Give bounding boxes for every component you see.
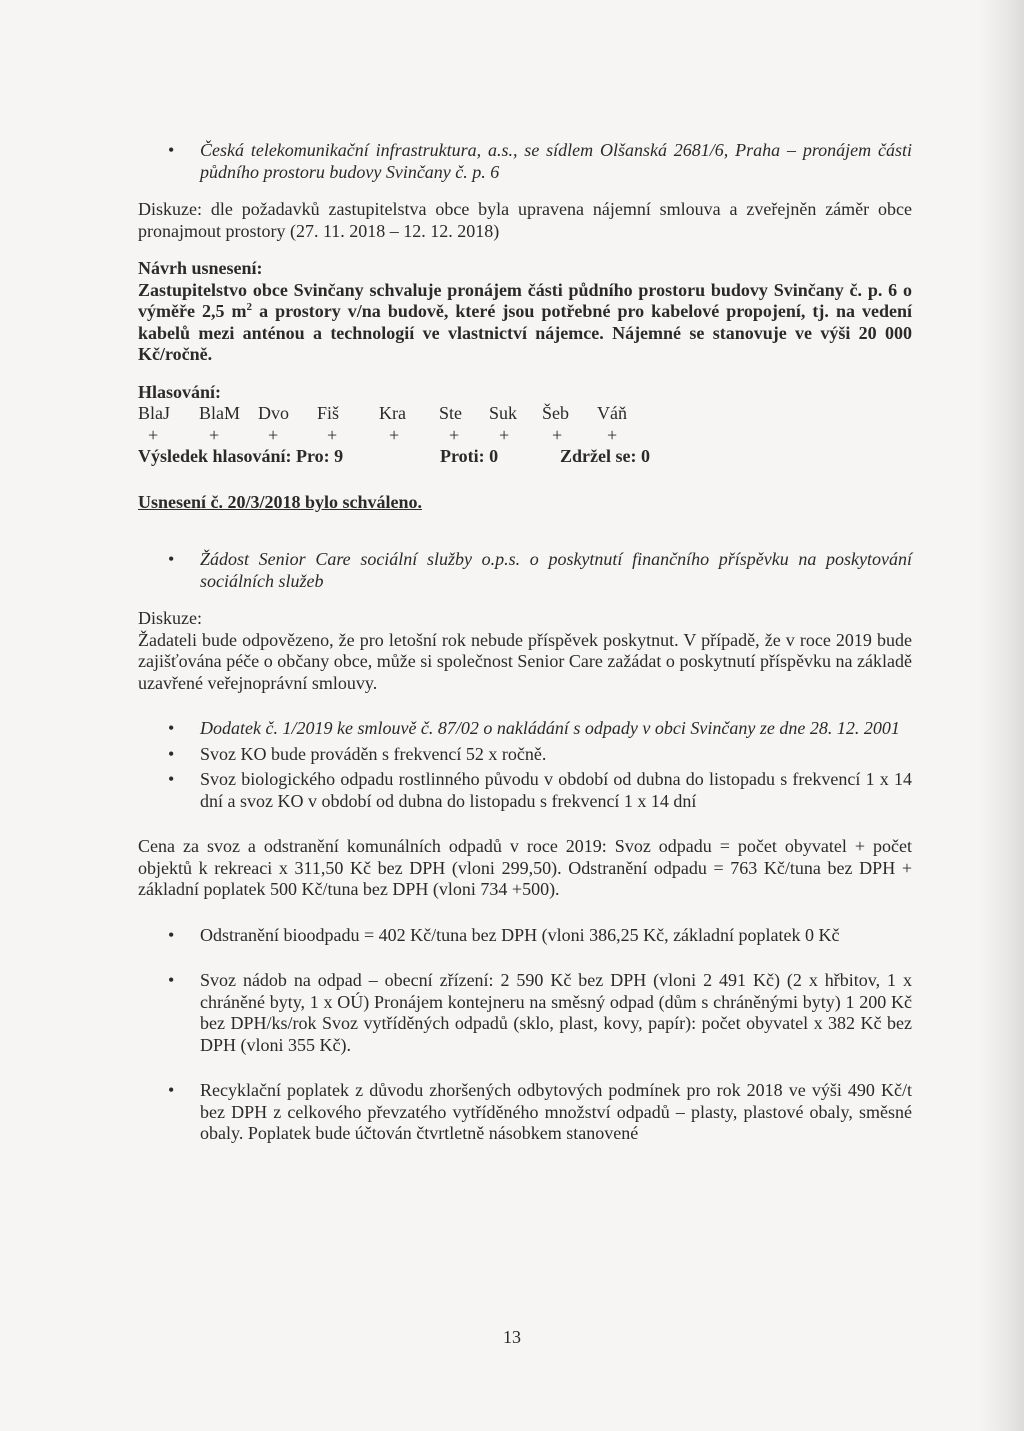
page-number: 13: [503, 1327, 521, 1347]
list-item: • Svoz nádob na odpad – obecní zřízení: 2 590 Kč bez DPH (vloni 2 491 Kč) (2 x hřbitov, 1 x chráněné byty, 1 x OÚ) Pronájem kontejneru na směsný odpad (dům s chráněnými byty) 1 200 Kč bez DPH/ks/rok Svoz vytříděných odpadů (sklo, plast, kovy, papír): počet obyvatel x 382 Kč bez DPH (vloni 355 Kč).: [138, 970, 912, 1056]
discussion-cetin: Diskuze: dle požadavků zastupitelstva obce byla upravena nájemní smlouva a zveřejněn záměr obce pronajmout prostory (27. 11. 2018 – 12. 12. 2018): [138, 199, 912, 241]
vote-mark: +: [552, 424, 563, 445]
votes-row: [138, 425, 912, 447]
document-body: [138, 140, 912, 1145]
vote-mark: +: [327, 424, 338, 445]
vote-mark: +: [148, 424, 159, 445]
list-item: • Svoz biologického odpadu rostlinného původu v období od dubna do listopadu s frekvencí 1 x 14 dní a svoz KO v období od dubna do listopadu s frekvencí 1 x 14 dní: [138, 769, 912, 812]
discussion-label: Diskuze:: [138, 608, 202, 628]
agenda-item-senior-care: • Žádost Senior Care sociální služby o.p.s. o poskytnutí finančního příspěvku na poskytování sociálních služeb: [138, 549, 912, 592]
voting-label: Hlasování:: [138, 381, 222, 402]
scan-edge-shadow: [978, 0, 1024, 1431]
resolution-proposal-text: Zastupitelstvo obce Svinčany schvaluje pronájem části půdního prostoru budovy Svinčany č. p. 6 o výměře 2,5 $m^2$ a prostory v/na budově, které jsou potřebné pro kabelové propojení, tj. na vedení kabelů mezi anténou a technologií ve vlastnictví nájemce. Nájemné se stanovuje ve výši 20 000 Kč/ročně.: [138, 279, 912, 364]
voter-names-row: [138, 403, 912, 425]
vote-result-row: [138, 446, 912, 468]
vote-mark: +: [389, 424, 400, 445]
voter-name: Váň: [597, 403, 627, 423]
vote-result-pro: Výsledek hlasování: Pro: 9: [138, 446, 344, 466]
discussion-senior-care: Žadateli bude odpovězeno, že pro letošní rok nebude příspěvek poskytnut. V případě, že v roce 2019 bude zajišťována péče o občany obce, může si společnost Senior Care zažádat o poskytnutí příspěvku na základě uzavřené veřejnoprávní smlouvy.: [138, 629, 912, 693]
resolution-proposal-label: Návrh usnesení:: [138, 258, 263, 278]
voter-name: BlaM: [199, 403, 241, 423]
agenda-item-cetin: • Česká telekomunikační infrastruktura, a.s., se sídlem Olšanská 2681/6, Praha – pronájem části půdního prostoru budovy Svinčany č. p. 6: [138, 140, 912, 183]
list-item: • Svoz KO bude prováděn s frekvencí 52 x ročně.: [138, 744, 912, 766]
resolution-approved: Usnesení č. 20/3/2018 bylo schváleno.: [138, 491, 423, 512]
voter-name: Fiš: [317, 403, 340, 423]
list-item: • Recyklační poplatek z důvodu zhoršených odbytových podmínek pro rok 2018 ve výši 490 Kč/t bez DPH z celkového převzatého vytříděného množství odpadů – plasty, plastové obaly, směsné obaly. Poplatek bude účtován čtvrtletně násobkem stanovené: [138, 1080, 912, 1145]
voter-name: Ste: [439, 403, 463, 423]
voter-name: Suk: [489, 403, 518, 423]
list-item: • Odstranění bioodpadu = 402 Kč/tuna bez DPH (vloni 386,25 Kč, základní poplatek 0 Kč: [138, 925, 912, 947]
voter-name: BlaJ: [138, 403, 171, 423]
waste-price-paragraph: Cena za svoz a odstranění komunálních odpadů v roce 2019: Svoz odpadu = počet obyvatel + počet objektů k rekreaci x 311,50 Kč bez DPH (vloni 299,50). Odstranění odpadu = 763 Kč/tuna bez DPH + základní poplatek 500 Kč/tuna bez DPH (vloni 734 +500).: [138, 836, 912, 899]
vote-mark: +: [499, 424, 510, 445]
vote-mark: +: [449, 424, 460, 445]
agenda-item-amendment: • Dodatek č. 1/2019 ke smlouvě č. 87/02 o nakládání s odpady v obci Svinčany ze dne 28. 12. 2001: [138, 718, 912, 740]
vote-result-abstain: Zdržel se: 0: [560, 446, 650, 466]
vote-mark: +: [209, 424, 220, 445]
vote-result-proti: Proti: 0: [440, 446, 499, 466]
voter-name: Šeb: [542, 403, 569, 423]
vote-mark: +: [268, 424, 279, 445]
vote-mark: +: [607, 424, 618, 445]
voter-name: Dvo: [258, 403, 289, 423]
voter-name: Kra: [379, 403, 406, 423]
